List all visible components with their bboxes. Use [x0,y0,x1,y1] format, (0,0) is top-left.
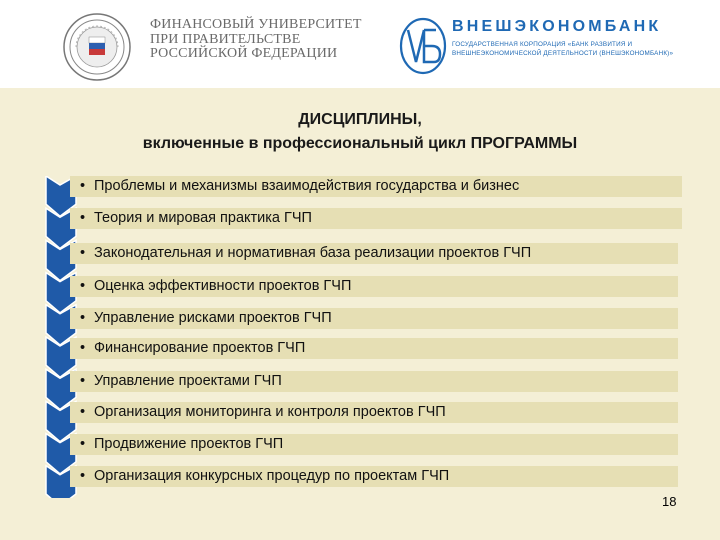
list-item [70,466,678,487]
title-line-2: включенные в профессиональный цикл ПРОГРАММЫ [142,135,578,152]
bullet: • [80,310,86,326]
bank-subtitle [452,40,702,58]
bank-name: ВНЕШЭКОНОМБАНК [452,18,662,35]
list-item [70,208,682,229]
list-item [70,402,678,423]
bullet: • [80,373,86,389]
item-text: Организация мониторинга и контроля проектов ГЧП [94,404,446,420]
item-text: Финансирование проектов ГЧП [94,340,306,356]
list-item [70,276,678,297]
item-text: Законодательная и нормативная база реализации проектов ГЧП [94,245,532,261]
university-seal-icon [62,12,132,82]
item-text: Оценка эффективности проектов ГЧП [94,278,352,294]
bullet: • [80,210,86,226]
page-number: 18 [662,494,677,509]
item-text: Проблемы и механизмы взаимодействия государства и бизнес [94,178,520,194]
list-item [70,434,678,455]
bullet: • [80,404,86,420]
item-text: Продвижение проектов ГЧП [94,436,284,452]
university-name-line: РОССИЙСКОЙ ФЕДЕРАЦИИ [150,46,338,61]
bullet: • [80,245,86,261]
university-name [150,18,362,62]
bullet: • [80,178,86,194]
list-item [70,176,682,197]
bullet: • [80,340,86,356]
list-item [70,338,678,359]
list-item [70,371,678,392]
bank-subtitle-line: ВНЕШНЕЭКОНОМИЧЕСКОЙ ДЕЯТЕЛЬНОСТИ (ВНЕШЭКОНОМБАНК)» [452,50,674,57]
university-name-line: ФИНАНСОВЫЙ УНИВЕРСИТЕТ [150,17,362,32]
list-item [70,308,678,329]
bullet: • [80,468,86,484]
item-text: Организация конкурсных процедур по проектам ГЧП [94,468,450,484]
list-item [70,243,678,264]
slide-title [0,108,720,156]
slide-header [0,0,720,88]
bank-subtitle-line: ГОСУДАРСТВЕННАЯ КОРПОРАЦИЯ «БАНК РАЗВИТИЯ И [452,41,633,48]
title-line-1: ДИСЦИПЛИНЫ, [298,111,422,128]
item-text: Управление рисками проектов ГЧП [94,310,332,326]
veb-monogram-icon [398,16,448,76]
item-text: Управление проектами ГЧП [94,373,282,389]
university-name-line: ПРИ ПРАВИТЕЛЬСТВЕ [150,31,301,47]
bullet: • [80,436,86,452]
bullet: • [80,278,86,294]
item-text: Теория и мировая практика ГЧП [94,210,312,226]
